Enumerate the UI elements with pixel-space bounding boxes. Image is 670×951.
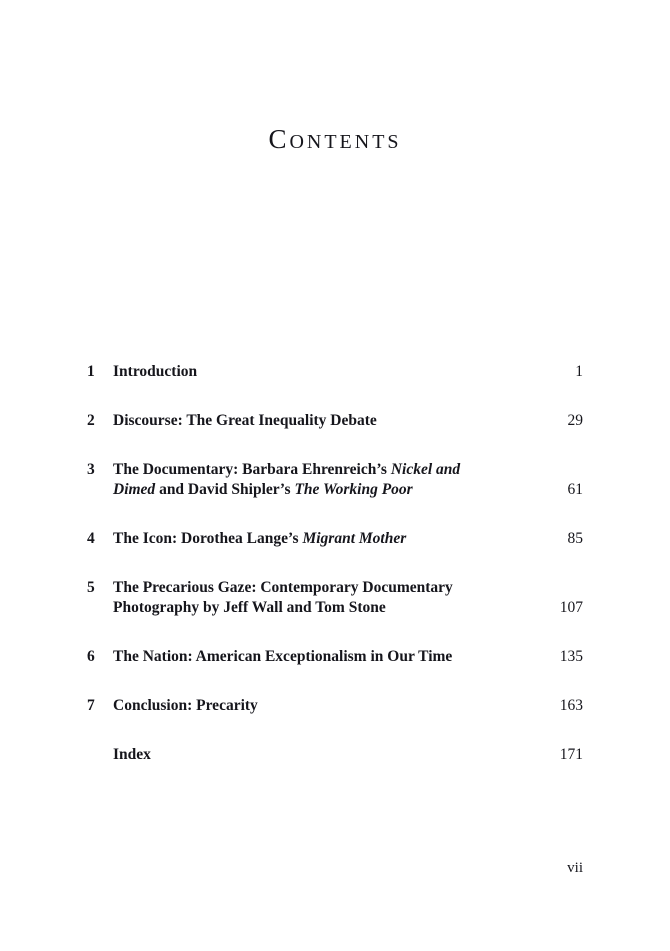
toc-entry-title: The Icon: Dorothea Lange’s Migrant Mother xyxy=(113,530,407,547)
toc-entry-title: Discourse: The Great Inequality Debate xyxy=(113,412,377,429)
toc-entry-page-number: 171 xyxy=(559,746,583,763)
toc-entry xyxy=(87,460,583,500)
toc-entry-title: The Nation: American Exceptionalism in Our Time xyxy=(113,648,453,665)
toc-entry-title: Introduction xyxy=(113,363,198,380)
toc-entry-page-number: 29 xyxy=(567,412,583,429)
table-of-contents xyxy=(87,362,583,794)
toc-entry-title: The Documentary: Barbara Ehrenreich’s Nickel and Dimed and David Shipler’s The Working Poor xyxy=(113,461,461,498)
toc-entry xyxy=(87,647,583,667)
toc-entry-page-number: 163 xyxy=(559,697,583,714)
toc-entry xyxy=(87,578,583,618)
page-title xyxy=(0,124,670,155)
toc-entry xyxy=(87,362,583,382)
toc-entry xyxy=(87,411,583,431)
toc-entry-number: 2 xyxy=(87,412,95,429)
toc-entry-page-number: 85 xyxy=(567,530,583,547)
toc-entry xyxy=(87,745,583,765)
toc-entry-page-number: 61 xyxy=(567,481,583,498)
toc-entry-number: 1 xyxy=(87,363,95,380)
toc-entry-number: 5 xyxy=(87,579,95,596)
page-title-initial: C xyxy=(268,124,290,154)
toc-entry-number: 7 xyxy=(87,697,95,714)
toc-entry-number: 4 xyxy=(87,530,95,547)
toc-entry-title: Conclusion: Precarity xyxy=(113,697,258,714)
toc-entry-number: 6 xyxy=(87,648,95,665)
toc-entry-page-number: 1 xyxy=(575,363,583,380)
toc-entry-page-number: 135 xyxy=(559,648,583,665)
toc-entry xyxy=(87,529,583,549)
toc-entry-number: 3 xyxy=(87,461,95,478)
toc-entry-page-number: 107 xyxy=(559,599,583,616)
toc-entry xyxy=(87,696,583,716)
toc-entry-title: Index xyxy=(113,746,151,763)
toc-entry-title: The Precarious Gaze: Contemporary Documentary Photography by Jeff Wall and Tom Stone xyxy=(113,579,453,616)
page-folio: vii xyxy=(567,860,583,876)
page-title-rest: ONTENTS xyxy=(289,131,402,153)
